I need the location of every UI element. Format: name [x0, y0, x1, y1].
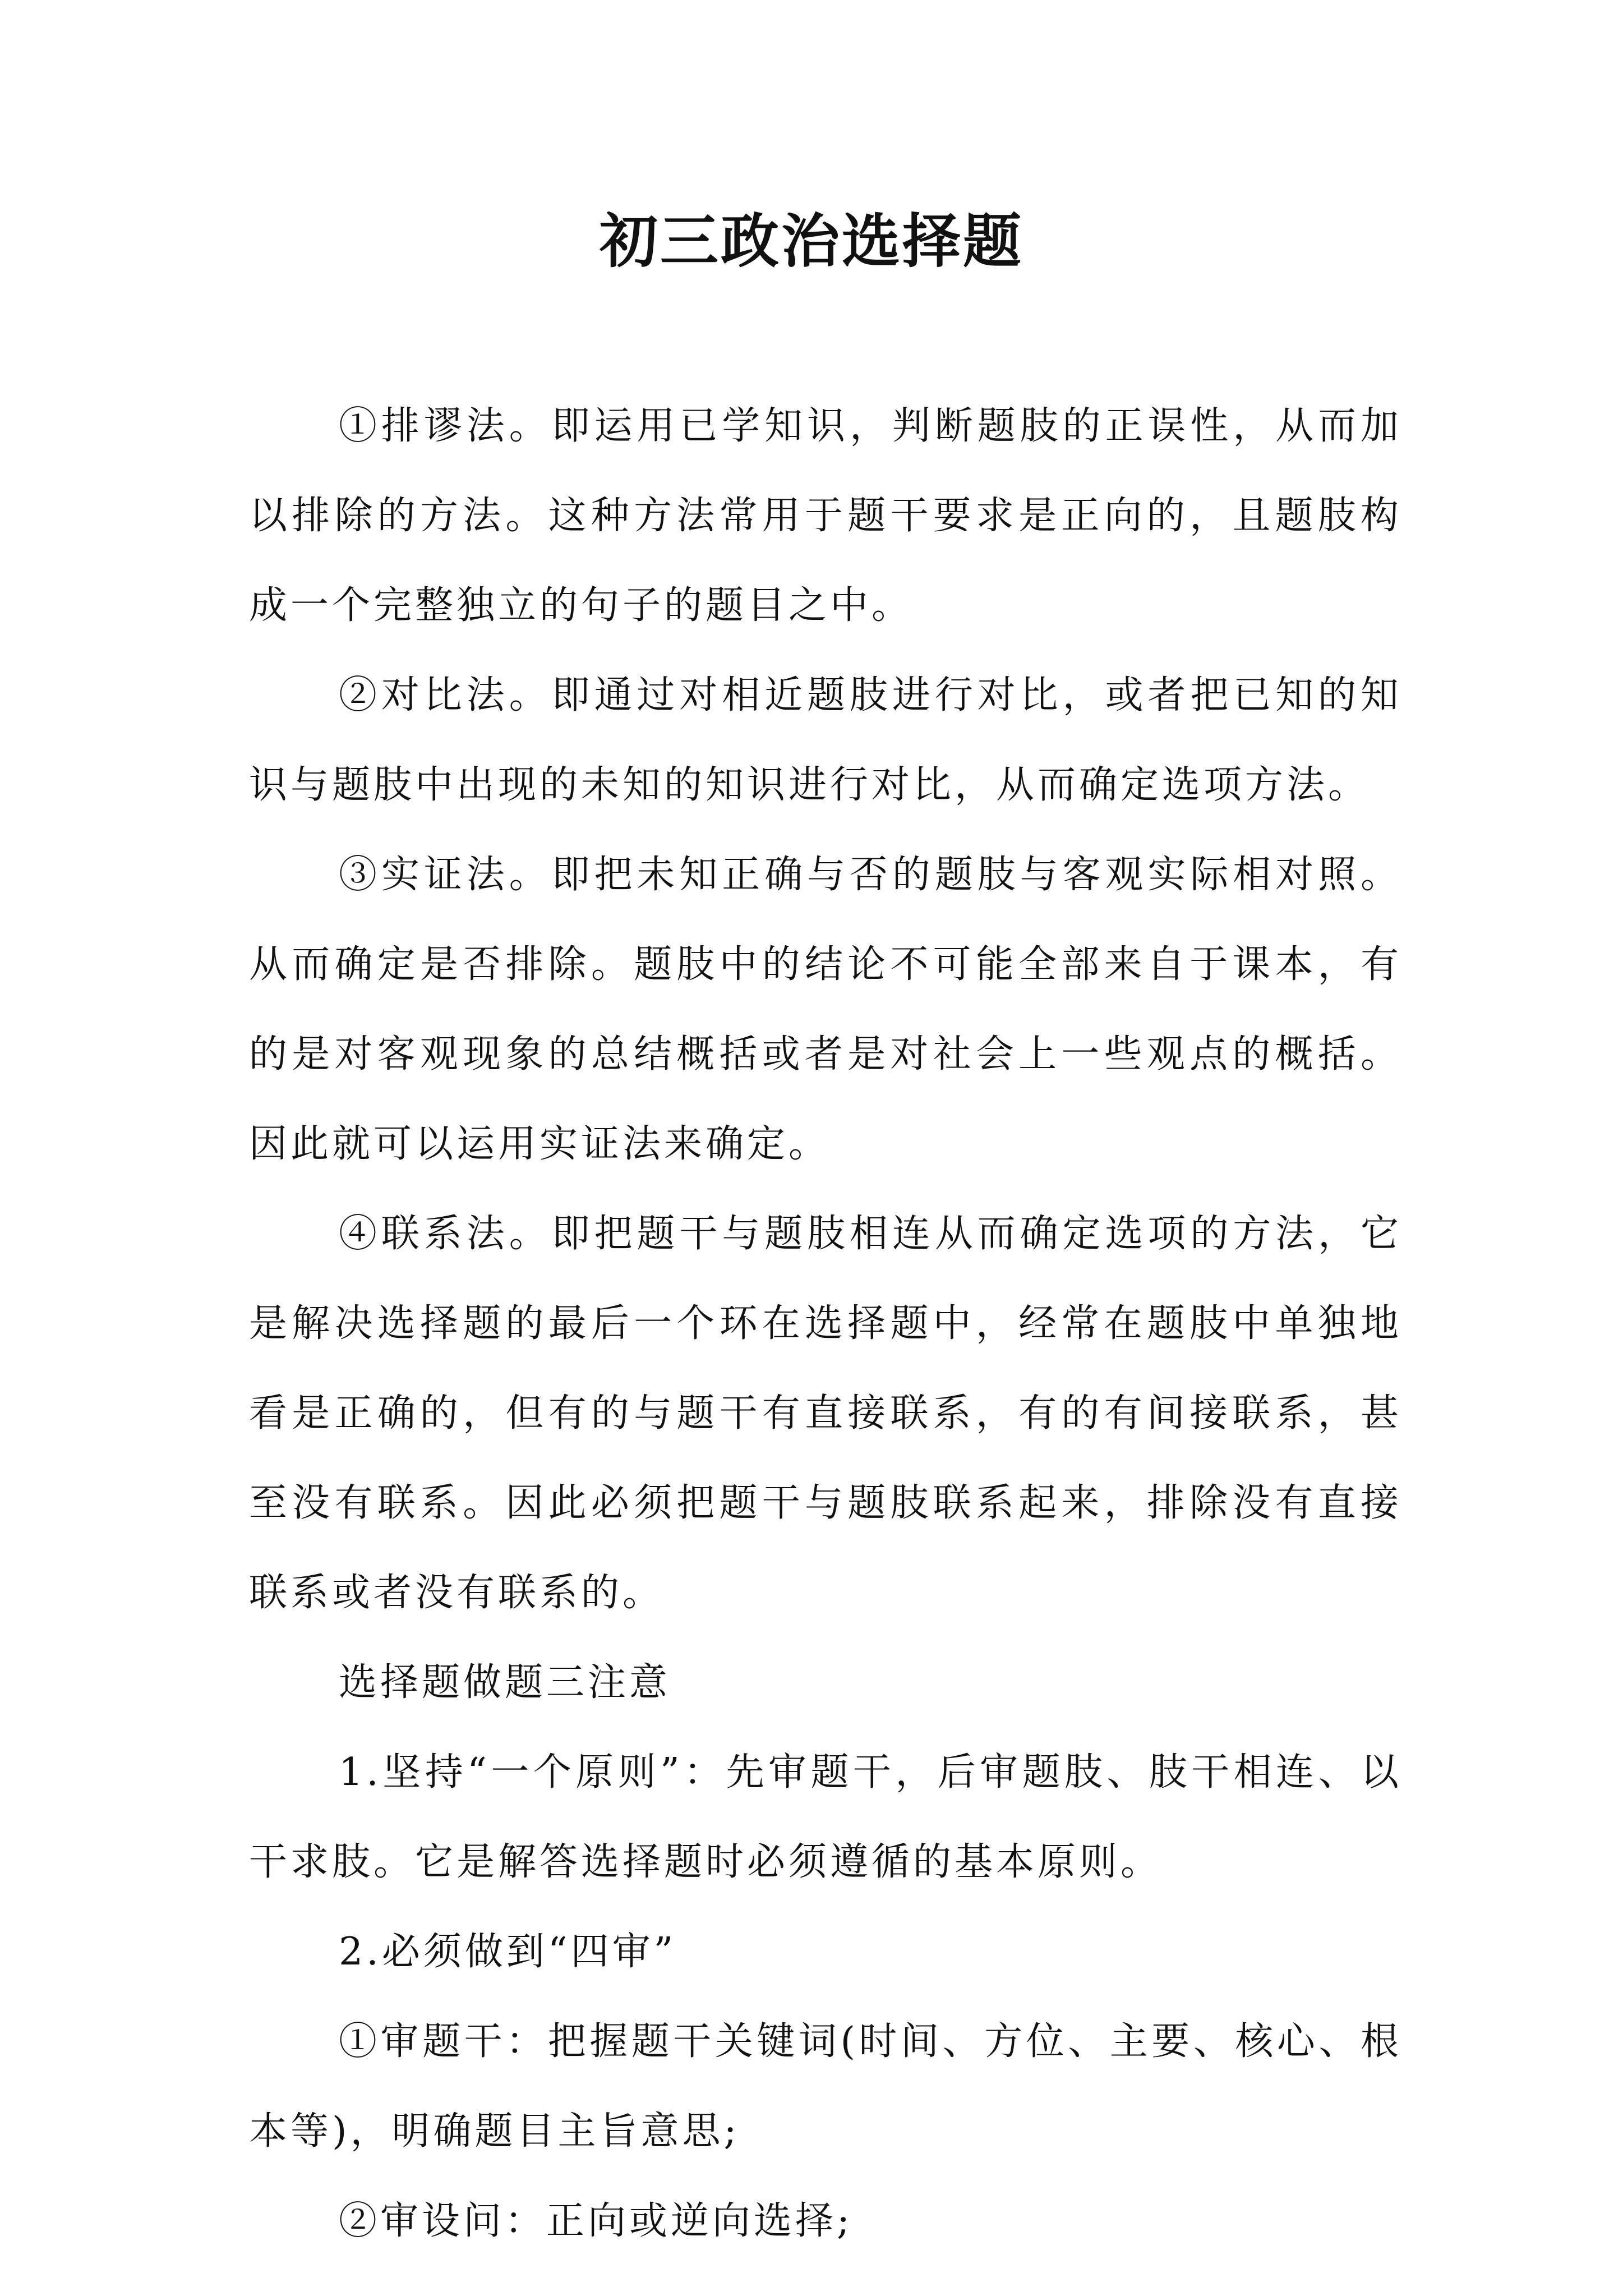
paragraph-four-reviews: 2.必须做到“四审” [339, 1930, 677, 1974]
paragraph-method-comparison: ②对比法。即通过对相近题肢进行对比，或者把已知的知识与题肢中出现的未知的知识进行对比，从而确定选项方法。 [249, 673, 1402, 807]
document-title: 初三政治选择题 [599, 206, 1023, 275]
paragraph-principle: 1.坚持“一个原则”：先审题干，后审题肢、肢干相连、以干求肢。它是解答选择题时必须遵循的基本原则。 [249, 1750, 1402, 1884]
document-body [249, 381, 1402, 2266]
section-heading-three-notes: 选择题做题三注意 [339, 1660, 671, 1705]
paragraph-method-verification: ③实证法。即把未知正确与否的题肢与客观实际相对照。从而确定是否排除。题肢中的结论不可能全部来自于课本，有的是对客观现象的总结概括或者是对社会上一些观点的概括。因此就可以运用实证法来确定。 [249, 853, 1402, 1166]
paragraph-review-stem: ①审题干：把握题干关键词(时间、方位、主要、核心、根本等)，明确题目主旨意思; [249, 2019, 1402, 2154]
paragraph-method-elimination: ①排谬法。即运用已学知识，判断题肢的正误性，从而加以排除的方法。这种方法常用于题干要求是正向的，且题肢构成一个完整独立的句子的题目之中。 [249, 404, 1402, 628]
paragraph-method-connection: ④联系法。即把题干与题肢相连从而确定选项的方法，它是解决选择题的最后一个环在选择题中，经常在题肢中单独地看是正确的，但有的与题干有直接联系，有的有间接联系，甚至没有联系。因此必须把题干与题肢联系起来，排除没有直接联系或者没有联系的。 [249, 1212, 1402, 1615]
paragraph-review-question: ②审设问：正向或逆向选择; [339, 2199, 853, 2243]
